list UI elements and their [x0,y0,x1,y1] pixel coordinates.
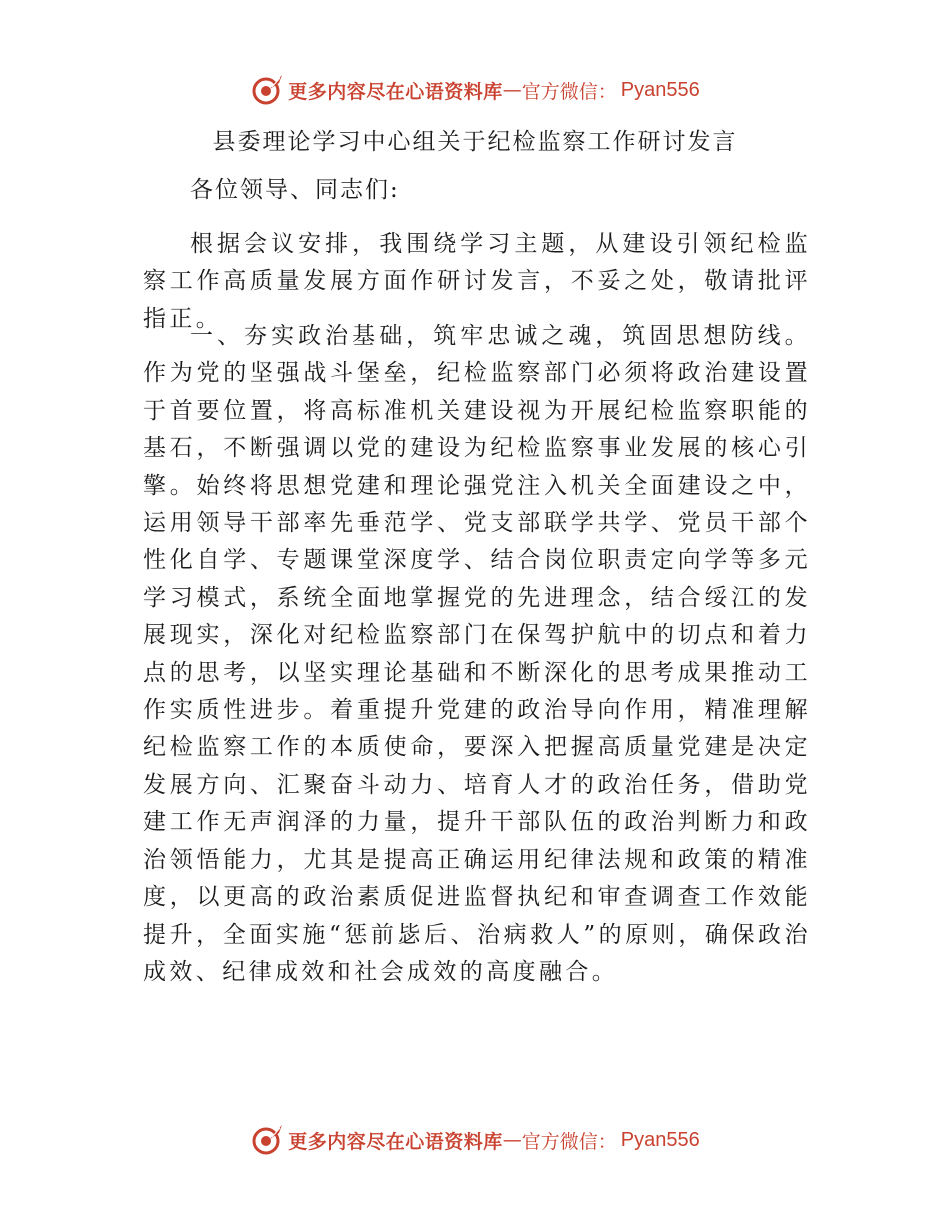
banner-wechat-id: Pyan556 [620,78,700,101]
banner-separator: — [502,1129,522,1151]
banner-wechat-label: 官方微信： [521,80,617,103]
banner-site-text: 更多内容尽在心语资料库 [288,80,503,103]
banner-separator: — [502,79,522,101]
paragraph-section-one: 一、夯实政治基础，筑牢忠诚之魂，筑固思想防线。作为党的坚强战斗堡垒，纪检监察部门必须将政治建设置于首要位置，将高标准机关建设视为开展纪检监察职能的基石，不断强调以党的建设为纪检监察事业发展的核心引擎。始终将思想党建和理论强党注入机关全面建设之中，运用领导干部率先垂范学、党支部联学共学、党员干部个性化自学、专题课堂深度学、结合岗位职责定向学等多元学习模式，系统全面地掌握党的先进理念，结合绥江的发展现实，深化对纪检监察部门在保驾护航中的切点和着力点的思考，以坚实理论基础和不断深化的思考成果推动工作实质性进步。着重提升党建的政治导向作用，精准理解纪检监察工作的本质使命，要深入把握高质量党建是决定发展方向、汇聚奋斗动力、培育人才的政治任务，借助党建工作无声润泽的力量，提升干部队伍的政治判断力和政治领悟能力，尤其是提高正确运用纪律法规和政策的精准度，以更高的政治素质促进监督执纪和审查调查工作效能提升，全面实施“惩前毖后、治病救人”的原则，确保政治成效、纪律成效和社会成效的高度融合。 [143,323,811,985]
footer-watermark-banner [0,1120,950,1160]
paragraph-intro: 根据会议安排，我围绕学习主题，从建设引领纪检监察工作高质量发展方面作研讨发言，不妥之处，敬请批评指正。 [143,231,811,332]
document-title: 县委理论学习中心组关于纪检监察工作研讨发言 [212,129,738,155]
header-watermark-banner [0,70,950,110]
quill-logo-icon [250,1123,284,1157]
banner-wechat-label: 官方微信： [521,1130,617,1153]
quill-logo-icon [250,73,284,107]
salutation: 各位领导、同志们: [190,177,400,203]
banner-wechat-id: Pyan556 [620,1128,700,1151]
banner-site-text: 更多内容尽在心语资料库 [288,1130,503,1153]
